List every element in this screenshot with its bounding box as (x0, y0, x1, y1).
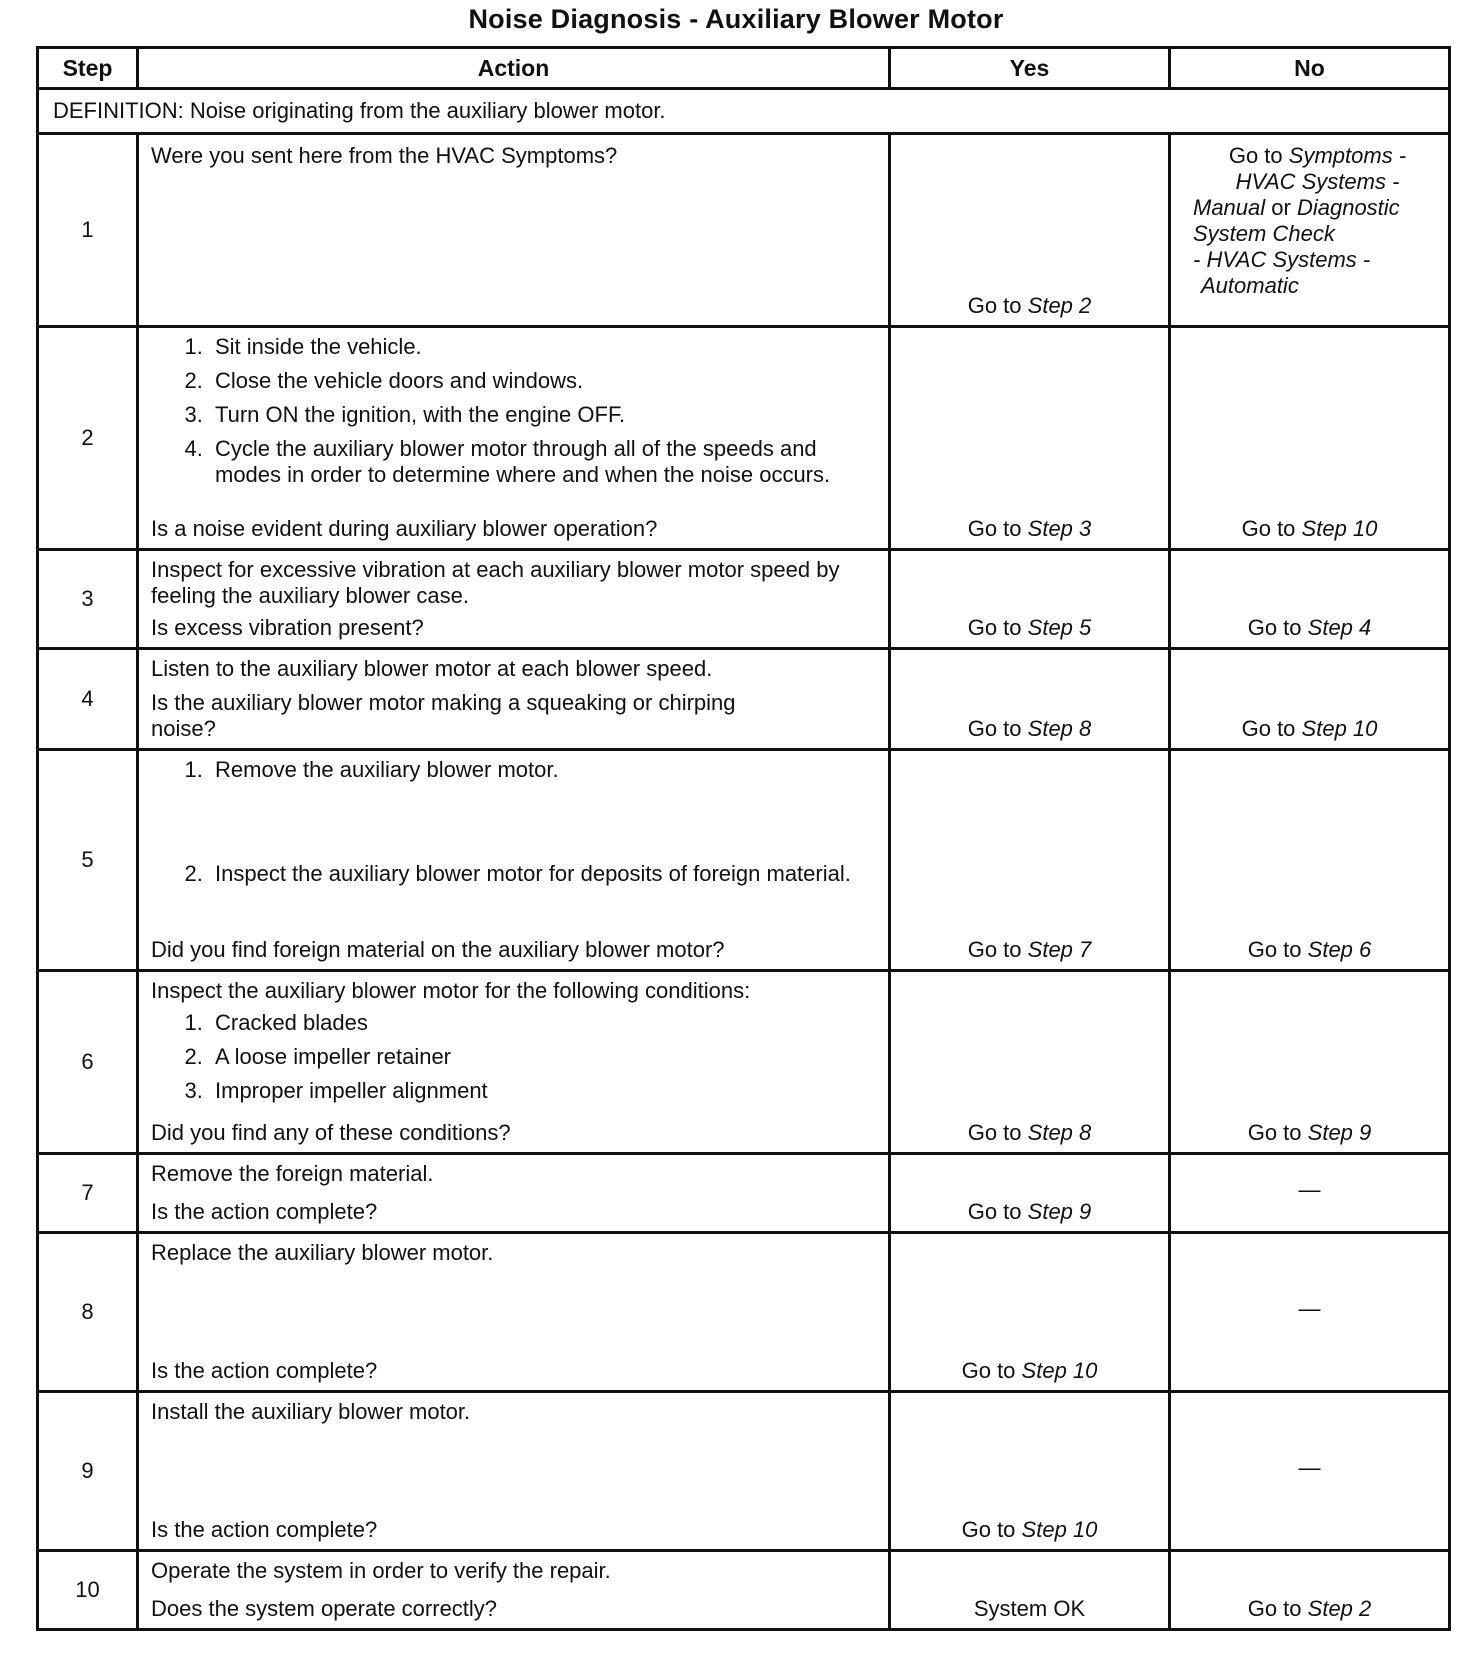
action-question: Is the action complete? (151, 1358, 378, 1383)
no-cell (1170, 134, 1450, 327)
step-link[interactable]: Step 10 (1301, 516, 1378, 541)
table-row (38, 750, 1450, 971)
goto-text: Go to (967, 1120, 1022, 1145)
step-number: 1 (38, 134, 138, 327)
manual-link[interactable]: Manual (1193, 195, 1266, 220)
table-row (38, 1154, 1450, 1233)
no-cell (1170, 550, 1450, 649)
no-cell (1170, 327, 1450, 550)
list-item: 3. Improper impeller alignment (209, 1078, 878, 1104)
symptoms-link-cont[interactable]: HVAC Systems - (1235, 169, 1400, 194)
header-yes: Yes (890, 48, 1170, 89)
action-text: Operate the system in order to verify the repair. (151, 1558, 611, 1583)
action-cell (138, 1551, 890, 1630)
yes-cell (890, 1392, 1170, 1551)
goto-text: Go to (1241, 516, 1296, 541)
yes-cell (890, 750, 1170, 971)
action-cell (138, 1233, 890, 1392)
step-link[interactable]: Step 4 (1307, 615, 1372, 640)
diagnostic-link-cont[interactable]: System Check (1193, 221, 1335, 246)
header-row (38, 48, 1450, 89)
no-cell (1170, 649, 1450, 750)
step-link[interactable]: Step 7 (1027, 937, 1092, 962)
step-link[interactable]: Step 2 (1027, 293, 1092, 318)
no-cell (1170, 971, 1450, 1154)
list-item: 4. Cycle the auxiliary blower motor through all of the speeds and modes in order to determine where and when the noise occurs. (209, 436, 878, 488)
list-item: 1. Sit inside the vehicle. (209, 334, 878, 360)
goto-text: Go to (1247, 937, 1302, 962)
table-row (38, 550, 1450, 649)
header-action: Action (138, 48, 890, 89)
hvac-systems-link[interactable]: - HVAC Systems - (1193, 247, 1371, 272)
goto-text: Go to (961, 1517, 1016, 1542)
action-text: Remove the foreign material. (151, 1161, 434, 1186)
system-ok-text: System OK (973, 1596, 1086, 1621)
step-link[interactable]: Step 10 (1021, 1517, 1098, 1542)
no-result-dash: — (1298, 1455, 1321, 1480)
definition-text: DEFINITION: Noise originating from the auxiliary blower motor. (38, 89, 1450, 134)
no-cell (1170, 1392, 1450, 1551)
action-list (151, 1010, 878, 1108)
step-link[interactable]: Step 5 (1027, 615, 1092, 640)
step-link[interactable]: Step 6 (1307, 937, 1372, 962)
step-link[interactable]: Step 3 (1027, 516, 1092, 541)
step-number: 3 (38, 550, 138, 649)
list-item: 1. Remove the auxiliary blower motor. (209, 757, 878, 783)
yes-cell (890, 649, 1170, 750)
no-cell (1170, 1233, 1450, 1392)
action-text: Install the auxiliary blower motor. (151, 1399, 471, 1424)
table-row (38, 1392, 1450, 1551)
goto-text: Go to (1241, 716, 1296, 741)
table-row (38, 1551, 1450, 1630)
action-question: Is the action complete? (151, 1199, 378, 1224)
no-result-dash: — (1298, 1296, 1321, 1321)
step-number: 4 (38, 649, 138, 750)
action-question: Does the system operate correctly? (151, 1596, 498, 1621)
action-cell (138, 649, 890, 750)
symptoms-link[interactable]: Symptoms - (1288, 143, 1407, 168)
step-link[interactable]: Step 10 (1021, 1358, 1098, 1383)
list-item: 1. Cracked blades (209, 1010, 878, 1036)
yes-cell (890, 1233, 1170, 1392)
step-number: 6 (38, 971, 138, 1154)
step-number: 10 (38, 1551, 138, 1630)
header-no: No (1170, 48, 1450, 89)
goto-text: Go to (961, 1358, 1016, 1383)
action-cell (138, 750, 890, 971)
goto-text: Go to (967, 615, 1022, 640)
or-text: or (1271, 195, 1291, 220)
step-link[interactable]: Step 9 (1307, 1120, 1372, 1145)
action-question: Did you find foreign material on the auxiliary blower motor? (151, 937, 725, 962)
no-cell (1170, 1551, 1450, 1630)
goto-text: Go to (1228, 143, 1283, 168)
action-cell (138, 1392, 890, 1551)
table-row (38, 327, 1450, 550)
step-link[interactable]: Step 9 (1027, 1199, 1092, 1224)
goto-text: Go to (967, 1199, 1022, 1224)
list-item: 3. Turn ON the ignition, with the engine OFF. (209, 402, 878, 428)
no-result-dash: — (1298, 1177, 1321, 1202)
table-row (38, 649, 1450, 750)
header-step: Step (38, 48, 138, 89)
step-number: 9 (38, 1392, 138, 1551)
goto-text: Go to (1247, 1596, 1302, 1621)
step-link[interactable]: Step 8 (1027, 716, 1092, 741)
page-title: Noise Diagnosis - Auxiliary Blower Motor (468, 4, 1004, 34)
automatic-link[interactable]: Automatic (1201, 273, 1299, 298)
action-question: Were you sent here from the HVAC Symptoms? (151, 143, 618, 168)
action-list (151, 334, 878, 492)
action-question: Is the action complete? (151, 1517, 378, 1542)
table-row (38, 971, 1450, 1154)
action-cell (138, 550, 890, 649)
action-question: Is excess vibration present? (151, 615, 424, 640)
no-cell (1170, 1154, 1450, 1233)
yes-cell (890, 134, 1170, 327)
step-number: 5 (38, 750, 138, 971)
goto-text: Go to (1247, 615, 1302, 640)
list-item: 2. A loose impeller retainer (209, 1044, 878, 1070)
goto-text: Go to (967, 516, 1022, 541)
action-text: Listen to the auxiliary blower motor at each blower speed. (151, 656, 713, 681)
goto-text: Go to (967, 716, 1022, 741)
goto-text: Go to (1247, 1120, 1302, 1145)
action-cell (138, 134, 890, 327)
goto-text: Go to (967, 293, 1022, 318)
list-item: 2. Close the vehicle doors and windows. (209, 368, 878, 394)
step-link[interactable]: Step 2 (1307, 1596, 1372, 1621)
action-question: Is the auxiliary blower motor making a squeaking or chirping noise? (151, 690, 736, 741)
table-row (38, 1233, 1450, 1392)
action-text: Replace the auxiliary blower motor. (151, 1240, 494, 1265)
step-link[interactable]: Step 8 (1027, 1120, 1092, 1145)
list-item: 2. Inspect the auxiliary blower motor for deposits of foreign material. (209, 861, 878, 887)
action-cell (138, 971, 890, 1154)
action-text: Inspect the auxiliary blower motor for the following conditions: (151, 978, 751, 1003)
action-question: Is a noise evident during auxiliary blower operation? (151, 516, 658, 541)
table-row (38, 134, 1450, 327)
step-number: 2 (38, 327, 138, 550)
yes-cell (890, 971, 1170, 1154)
yes-cell (890, 1551, 1170, 1630)
action-cell (138, 1154, 890, 1233)
step-link[interactable]: Step 10 (1301, 716, 1378, 741)
action-list (151, 757, 878, 891)
yes-cell (890, 1154, 1170, 1233)
step-number: 7 (38, 1154, 138, 1233)
action-cell (138, 327, 890, 550)
diagnostic-link[interactable]: Diagnostic (1296, 195, 1400, 220)
action-question: Did you find any of these conditions? (151, 1120, 511, 1145)
step-number: 8 (38, 1233, 138, 1392)
diagnosis-table (36, 46, 1451, 1631)
definition-row (38, 89, 1450, 134)
yes-cell (890, 550, 1170, 649)
action-text: Inspect for excessive vibration at each auxiliary blower motor speed by feeling the auxiliary blower case. (151, 557, 840, 608)
no-cell (1170, 750, 1450, 971)
goto-text: Go to (967, 937, 1022, 962)
yes-cell (890, 327, 1170, 550)
